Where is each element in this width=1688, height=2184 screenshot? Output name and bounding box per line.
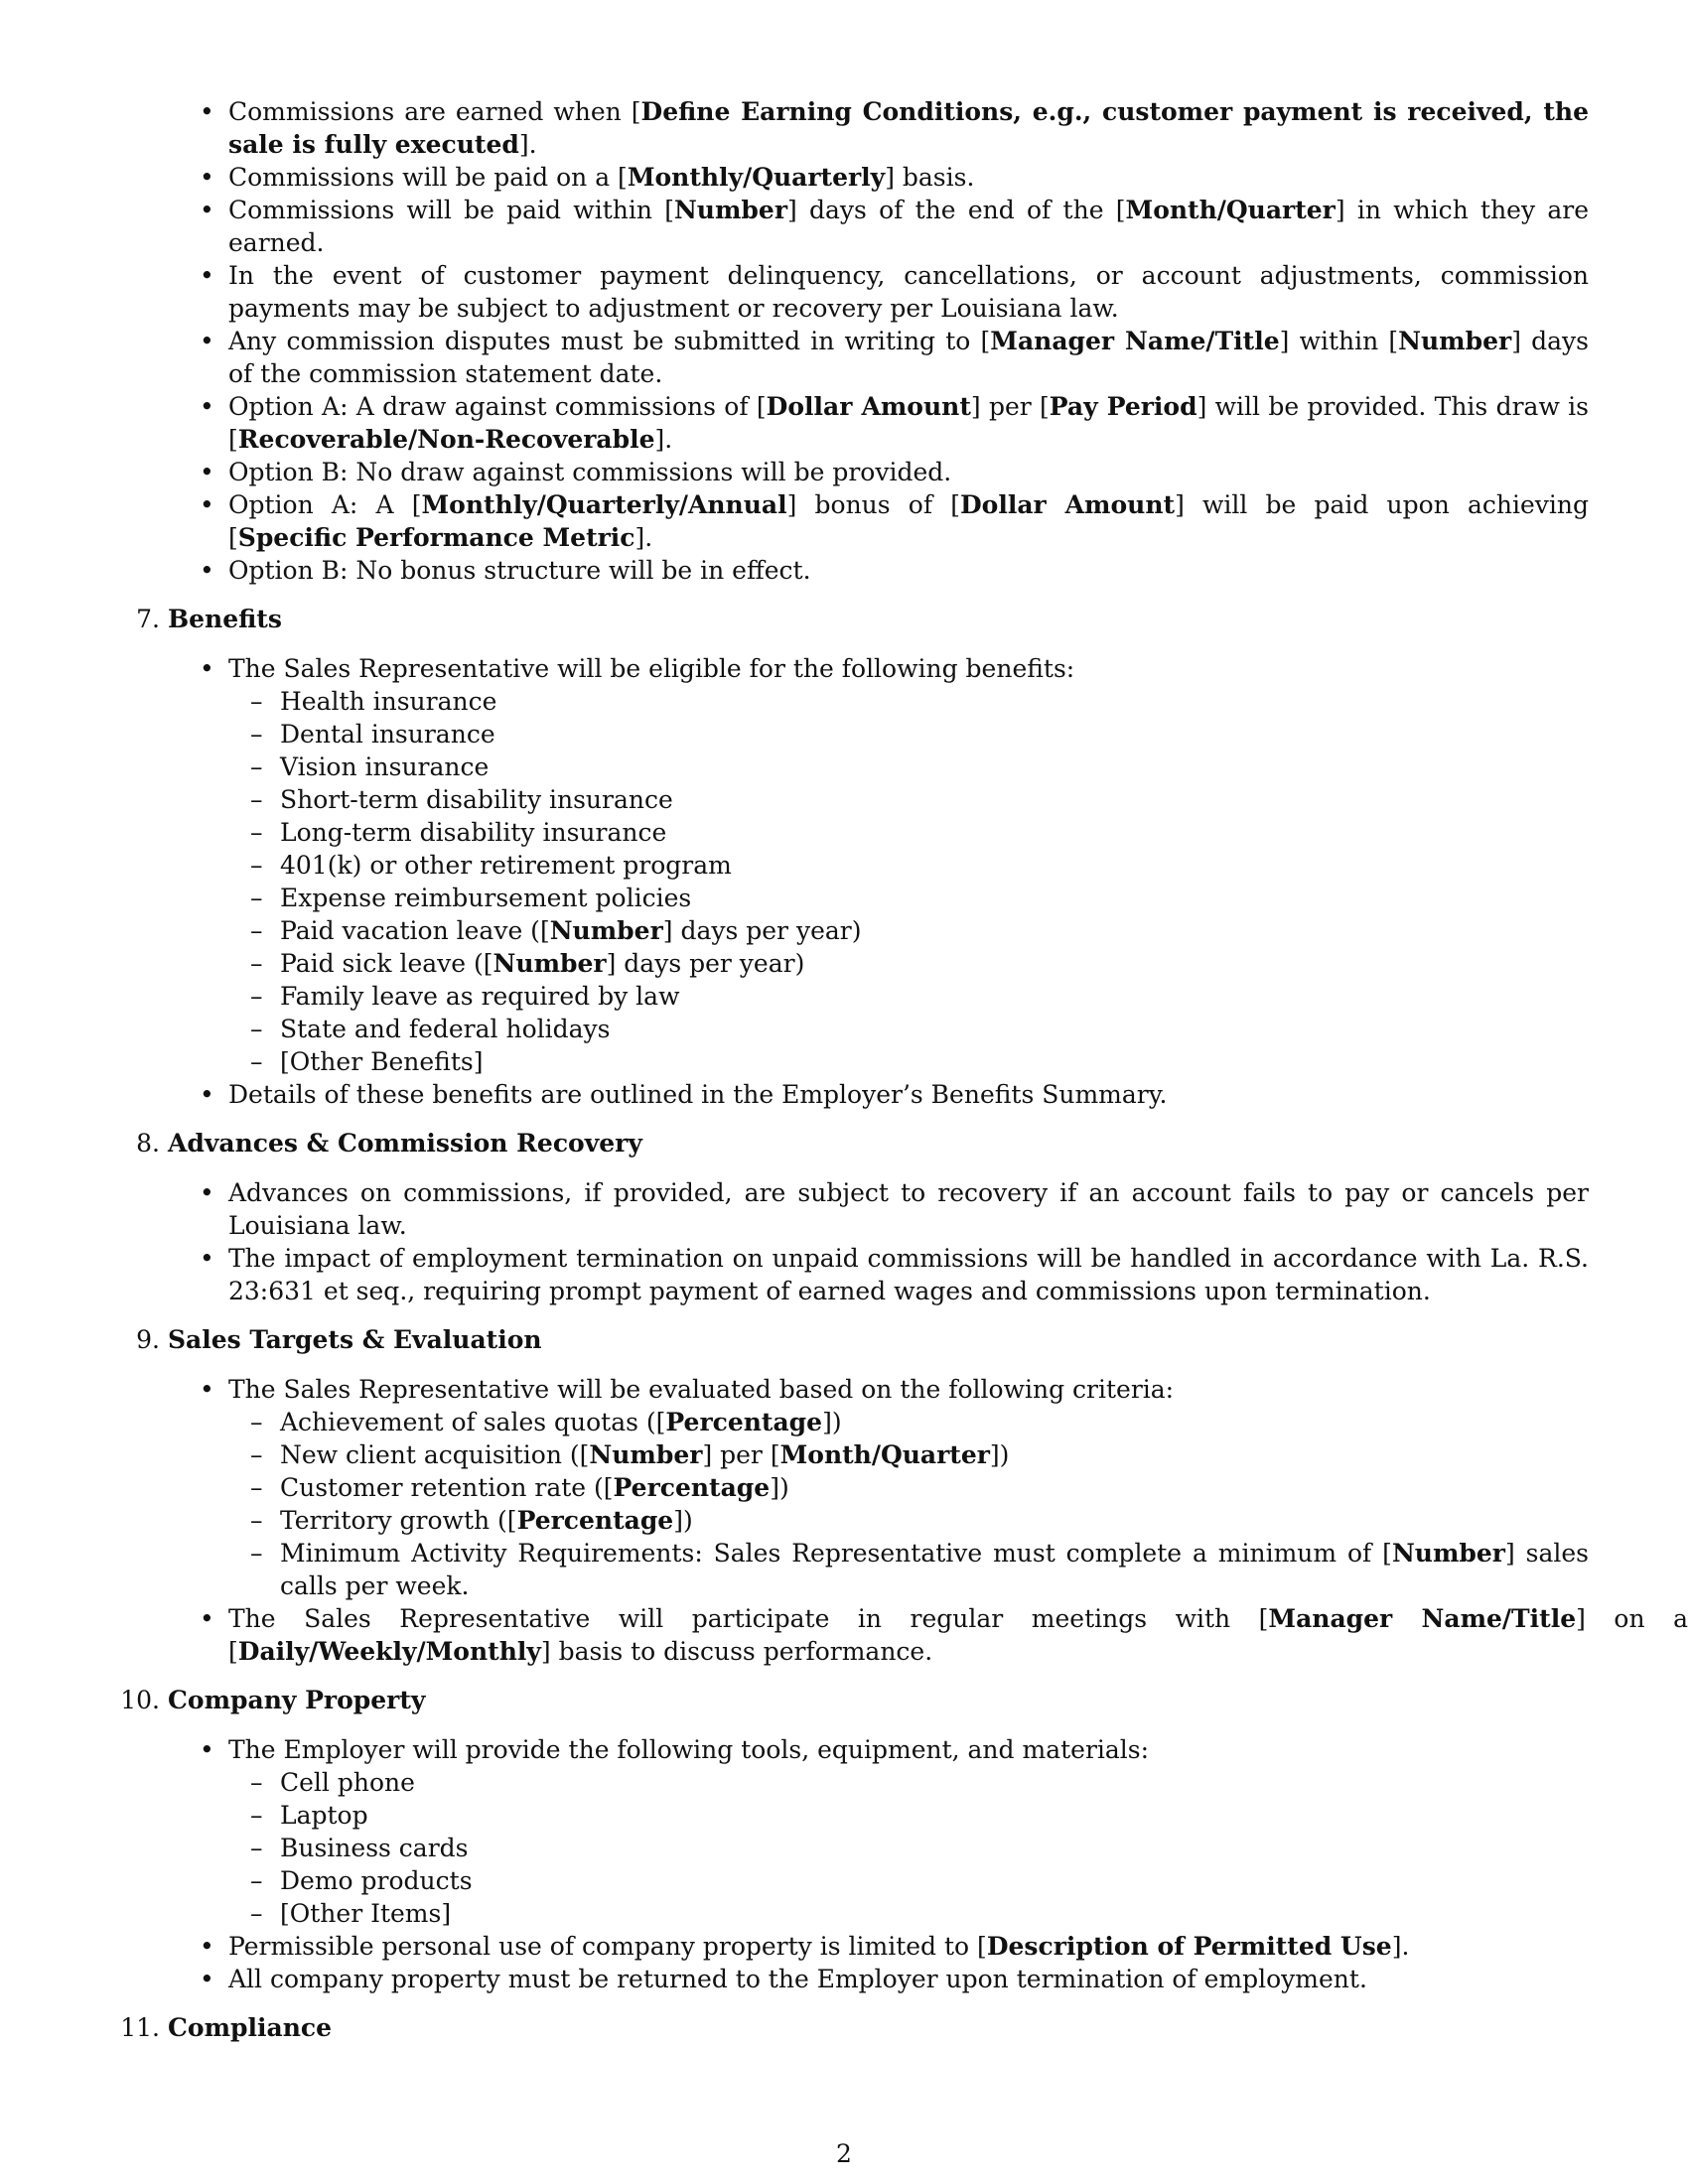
sub-list-item: – State and federal holidays: [0, 1013, 1688, 1045]
sub-list-item: – Paid sick leave ([Number] days per year): [0, 947, 1688, 980]
sub-list-item: – 401(k) or other retirement program: [0, 849, 1688, 882]
sub-list-item: – Expense reimbursement policies: [0, 882, 1688, 914]
sub-list-item: – [Other Benefits]: [0, 1045, 1688, 1078]
sub-list-item: – New client acquisition ([Number] per [Month/Quarter]): [0, 1438, 1688, 1471]
advances-list: [0, 1176, 1688, 1307]
list-item: • Option A: A draw against commissions of [Dollar Amount] per [Pay Period] will be provided. This draw is [Recoverable/Non-Recoverable].: [0, 390, 1688, 456]
section-title: Sales Targets & Evaluation: [168, 1325, 542, 1354]
sub-list-item: – Family leave as required by law: [0, 980, 1688, 1013]
section-number: 10.: [120, 1686, 160, 1714]
page-number: 2: [836, 2139, 852, 2168]
list-item: • The Employer will provide the following tools, equipment, and materials:: [0, 1733, 1688, 1766]
sub-list-item: – Laptop: [0, 1799, 1688, 1832]
list-item: • The Sales Representative will be eligible for the following benefits:: [0, 652, 1688, 685]
list-item: • Option B: No draw against commissions will be provided.: [0, 456, 1688, 488]
section-number: 7.: [136, 605, 160, 633]
benefits-list: [0, 652, 1688, 1111]
commission-terms-list: [0, 95, 1688, 587]
list-item: • The Sales Representative will be evaluated based on the following criteria:: [0, 1373, 1688, 1406]
list-item: • Commissions are earned when [Define Earning Conditions, e.g., customer payment is received, the sale is fully executed].: [0, 95, 1688, 161]
section-heading-targets: [0, 1323, 1688, 1356]
list-item: • Advances on commissions, if provided, are subject to recovery if an account fails to pay or cancels per Louisiana law.: [0, 1176, 1688, 1242]
sub-list-item: – Short-term disability insurance: [0, 783, 1688, 816]
list-item: • Commissions will be paid within [Number] days of the end of the [Month/Quarter] in which they are earned.: [0, 194, 1688, 259]
sub-list-item: – Paid vacation leave ([Number] days per year): [0, 914, 1688, 947]
sub-list-item: – Achievement of sales quotas ([Percentage]): [0, 1406, 1688, 1438]
sub-list-item: – Vision insurance: [0, 751, 1688, 783]
list-item: • Permissible personal use of company property is limited to [Description of Permitted Use].: [0, 1930, 1688, 1963]
list-item: • All company property must be returned to the Employer upon termination of employment.: [0, 1963, 1688, 1995]
property-list: [0, 1733, 1688, 1995]
list-item: • Commissions will be paid on a [Monthly/Quarterly] basis.: [0, 161, 1688, 194]
section-number: 9.: [136, 1325, 160, 1354]
sub-list-item: – Health insurance: [0, 685, 1688, 718]
list-item: • Option A: A [Monthly/Quarterly/Annual] bonus of [Dollar Amount] will be paid upon achieving [Specific Performance Metric].: [0, 488, 1688, 554]
section-title: Company Property: [168, 1686, 426, 1714]
sub-list-item: – Demo products: [0, 1864, 1688, 1897]
sub-list-item: – Customer retention rate ([Percentage]): [0, 1471, 1688, 1504]
sub-list-item: – [Other Items]: [0, 1897, 1688, 1930]
sub-list-item: – Territory growth ([Percentage]): [0, 1504, 1688, 1537]
list-item: • Details of these benefits are outlined in the Employer’s Benefits Summary.: [0, 1078, 1688, 1111]
section-title: Compliance: [168, 2013, 333, 2042]
list-item: • The Sales Representative will participate in regular meetings with [Manager Name/Title] on a [Daily/Weekly/Monthly] basis to discuss performance.: [0, 1602, 1688, 1668]
section-number: 11.: [120, 2013, 160, 2042]
document-page: [0, 95, 1688, 2042]
section-title: Advances & Commission Recovery: [168, 1129, 642, 1158]
section-heading-benefits: [0, 603, 1688, 635]
section-title: Benefits: [168, 605, 282, 633]
sub-list-item: – Long-term disability insurance: [0, 816, 1688, 849]
list-item: • The impact of employment termination on unpaid commissions will be handled in accordance with La. R.S. 23:631 et seq., requiring prompt payment of earned wages and commissions upon termination.: [0, 1242, 1688, 1307]
section-heading-property: [0, 1684, 1688, 1716]
list-item: • Option B: No bonus structure will be in effect.: [0, 554, 1688, 587]
sub-list-item: – Dental insurance: [0, 718, 1688, 751]
section-heading-compliance: [0, 2011, 1688, 2044]
sub-list-item: – Minimum Activity Requirements: Sales Representative must complete a minimum of [Number] sales calls per week.: [0, 1537, 1688, 1602]
targets-list: [0, 1373, 1688, 1668]
sub-list-item: – Business cards: [0, 1832, 1688, 1864]
sub-list-item: – Cell phone: [0, 1766, 1688, 1799]
section-number: 8.: [136, 1129, 160, 1158]
list-item: • In the event of customer payment delinquency, cancellations, or account adjustments, commission payments may be subject to adjustment or recovery per Louisiana law.: [0, 259, 1688, 325]
list-item: • Any commission disputes must be submitted in writing to [Manager Name/Title] within [Number] days of the commission statement date.: [0, 325, 1688, 390]
section-heading-advances: [0, 1127, 1688, 1160]
